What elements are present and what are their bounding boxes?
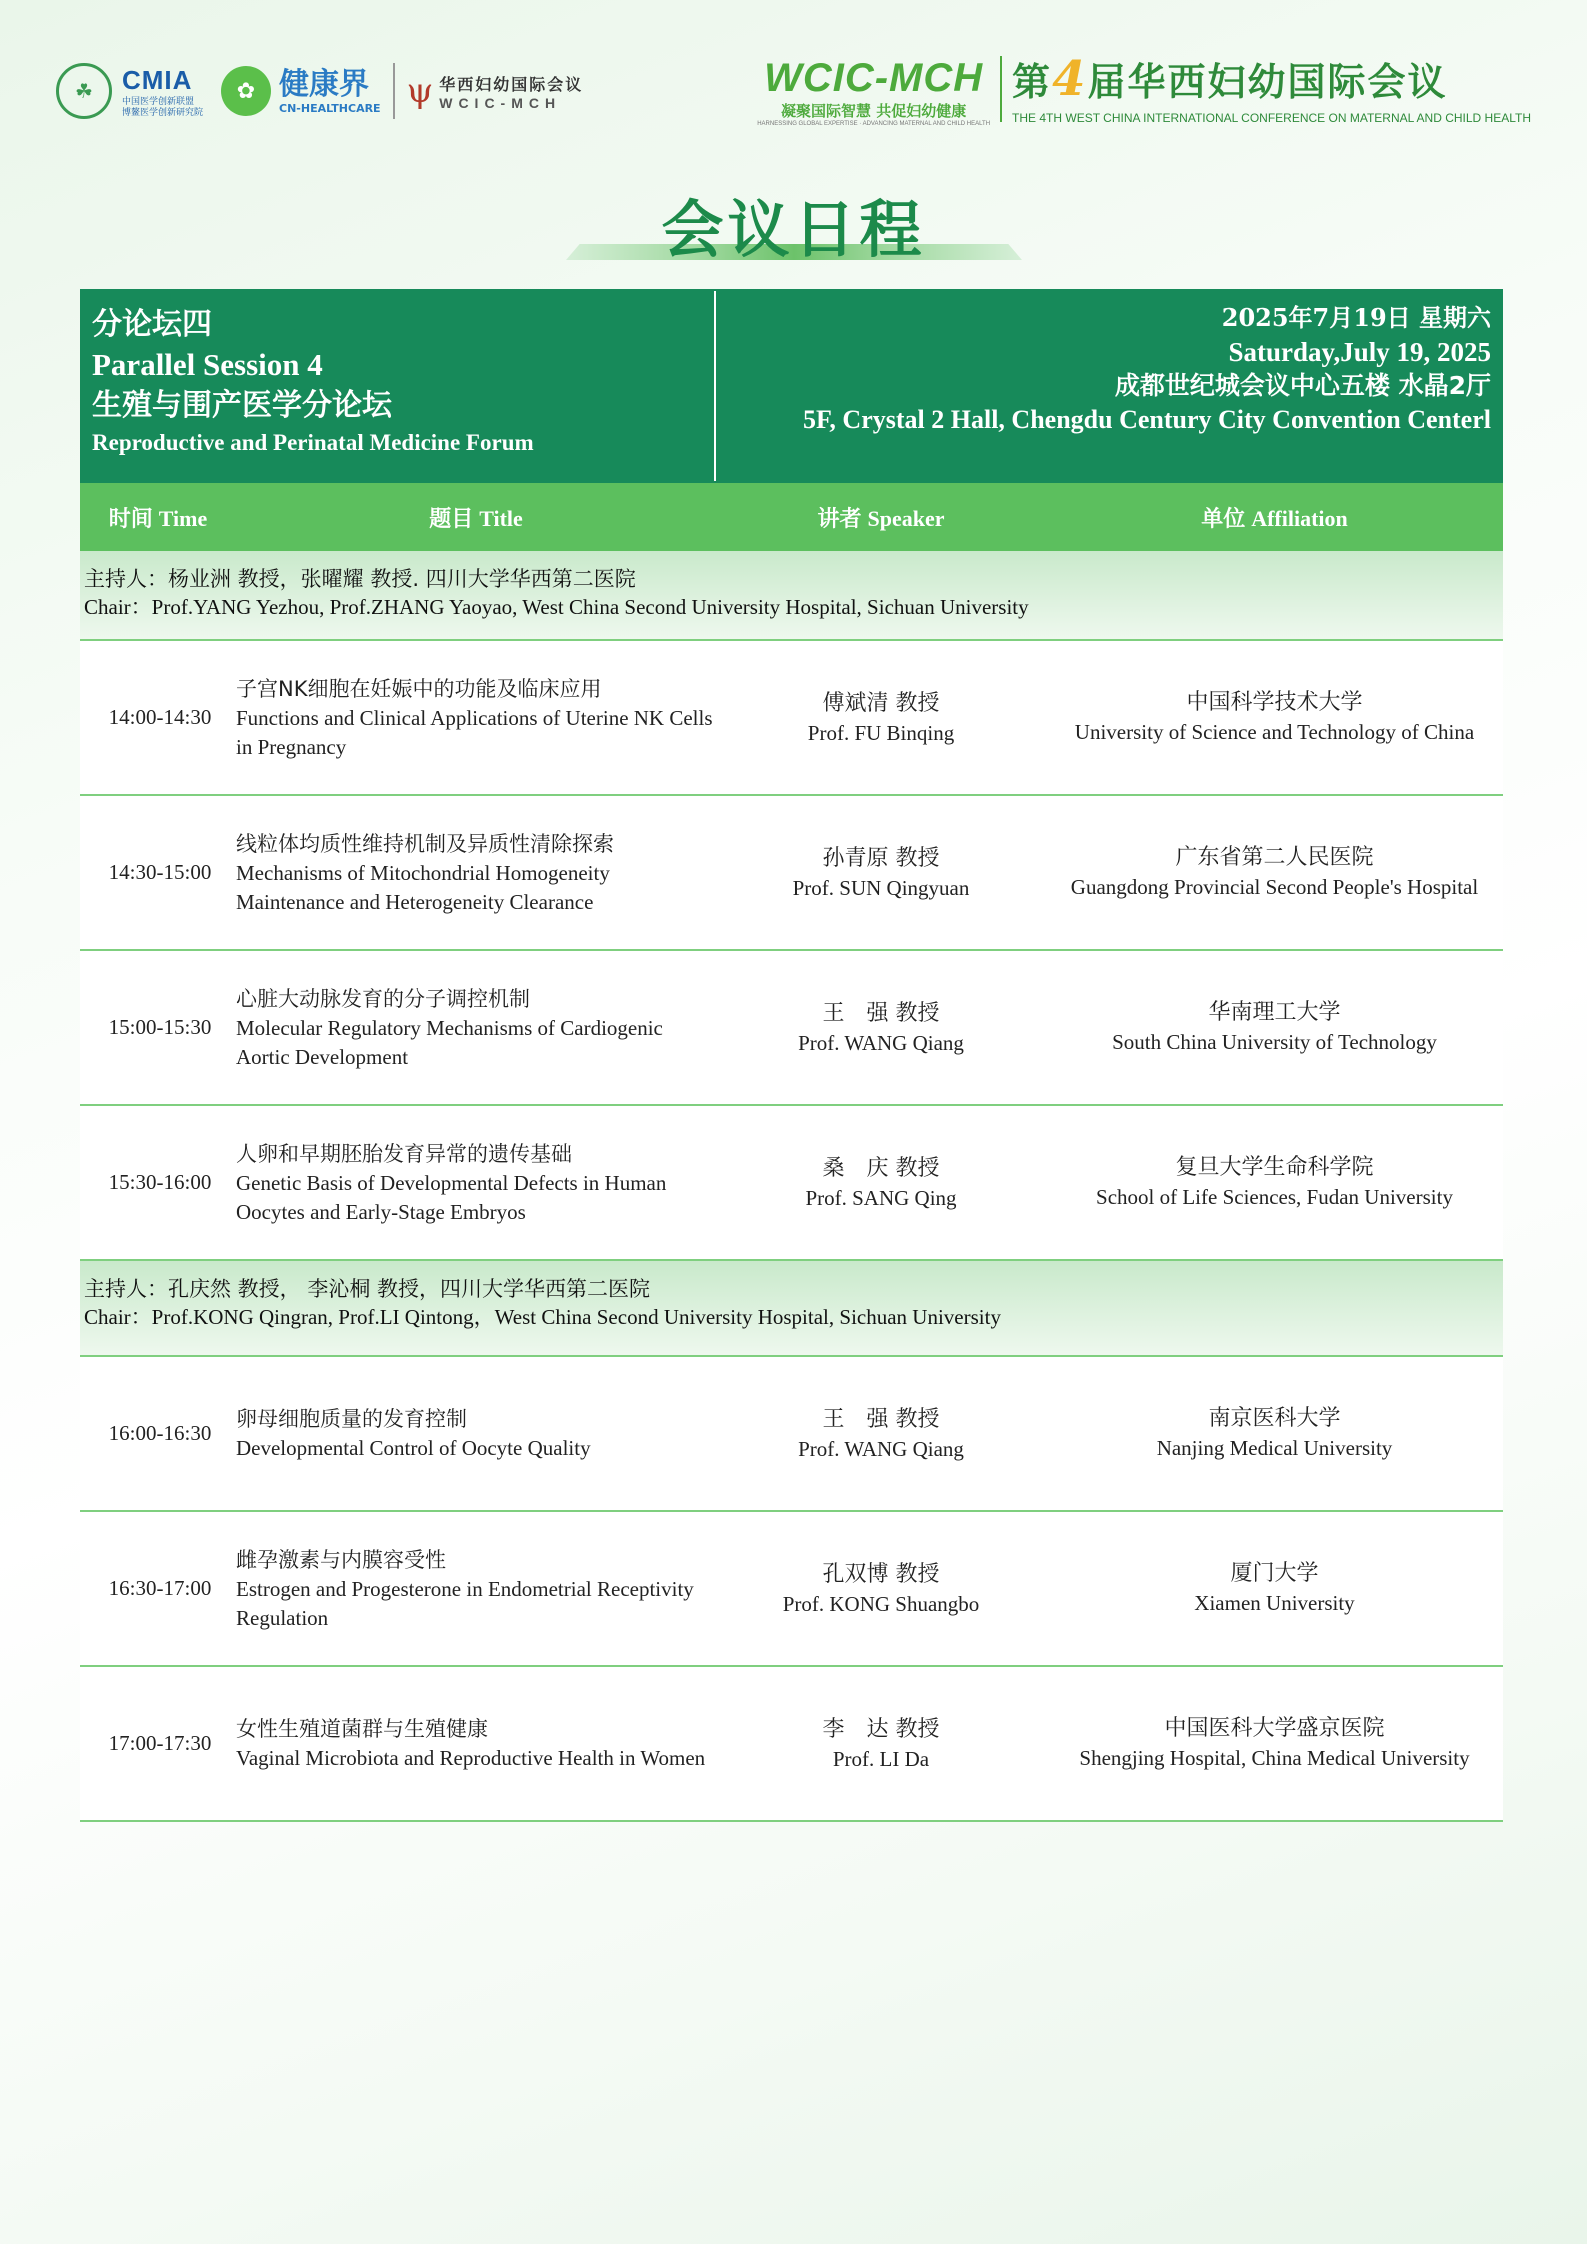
session-info-cell [716, 291, 1501, 481]
col-header-title: 题目 Title [429, 505, 523, 532]
session-header [80, 289, 1503, 483]
conference-title-cn: 第4届华西妇幼国际会议 [1012, 51, 1448, 107]
logo-divider [393, 63, 395, 119]
conference-title [1012, 51, 1531, 125]
talk-title: 人卵和早期胚胎发育异常的遗传基础 Genetic Basis of Developmental Defects in Human Oocytes and Early-Stage Embryos [236, 1141, 667, 1224]
forum-name-cn: 生殖与围产医学分论坛 [92, 388, 392, 423]
wcic-big-logo [757, 56, 990, 127]
table-row [80, 796, 1503, 951]
cmia-sub1: 中国医学创新联盟 [122, 95, 195, 106]
session-venue-cn: 成都世纪城会议中心五楼 水晶2厅 [1114, 371, 1491, 400]
talk-title: 子宫NK细胞在妊娠中的功能及临床应用 Functions and Clinical Applications of Uterine NK Cells in Pregnancy [236, 676, 713, 759]
talk-affiliation: 南京医科大学 Nanjing Medical University [1156, 1406, 1393, 1460]
chair-cn: 主持人：孔庆然 教授， 李沁桐 教授，四川大学华西第二医院 [84, 1277, 651, 1301]
talk-title: 雌孕激素与内膜容受性 Estrogen and Progesterone in Endometrial Receptivity Regulation [236, 1547, 694, 1630]
talk-speaker: 王 强 教授 Prof. WANG Qiang [798, 1406, 964, 1461]
talk-time: 16:00-16:30 [108, 1421, 212, 1445]
page-title-wrap [0, 180, 1587, 269]
chair-row [80, 1261, 1503, 1357]
partner-logos [56, 56, 583, 126]
talk-speaker: 傅斌清 教授 Prof. FU Binqing [807, 690, 955, 745]
wcic-slogan: 凝聚国际智慧 共促妇幼健康 [781, 102, 967, 120]
forum-name-en: Reproductive and Perinatal Medicine Forum [92, 430, 534, 455]
talk-time: 17:00-17:30 [108, 1731, 212, 1755]
chair-row [80, 551, 1503, 641]
page-title: 会议日程 [661, 193, 926, 266]
talk-affiliation: 厦门大学 Xiamen University [1194, 1561, 1355, 1615]
col-header-time: 时间 Time [108, 505, 208, 532]
talk-title: 线粒体均质性维持机制及异质性清除探索 Mechanisms of Mitochondrial Homogeneity Maintenance and Heterogeneity Clearance [236, 831, 614, 914]
table-row [80, 951, 1503, 1106]
cn-healthcare-sub: CN-HEALTHCARE [279, 101, 381, 115]
talk-time: 15:30-16:00 [108, 1170, 212, 1194]
conference-title-en: THE 4TH WEST CHINA INTERNATIONAL CONFERENCE ON MATERNAL AND CHILD HEALTH [1012, 111, 1531, 125]
cmia-seal-logo: ☘ [56, 63, 112, 119]
chair-en: Chair：Prof.YANG Yezhou, Prof.ZHANG Yaoyao, West China Second University Hospital, Sichuan University [84, 595, 1029, 619]
table-row [80, 1357, 1503, 1512]
cn-healthcare-logo-text [279, 68, 381, 115]
talk-speaker: 孙青原 教授 Prof. SUN Qingyuan [792, 845, 970, 900]
chair-cn: 主持人：杨业洲 教授，张曜耀 教授. 四川大学华西第二医院 [84, 567, 636, 591]
wcic-big-word: WCIC-MCH [764, 56, 984, 100]
talk-title: 卵母细胞质量的发育控制 Developmental Control of Oocyte Quality [236, 1407, 591, 1460]
cn-healthcare-logo-icon: ✿ [221, 66, 271, 116]
talk-title: 女性生殖道菌群与生殖健康 Vaginal Microbiota and Reproductive Health in Women [236, 1717, 706, 1770]
session-name-en: Parallel Session 4 [92, 347, 323, 382]
talk-speaker: 王 强 教授 Prof. WANG Qiang [798, 1000, 964, 1055]
session-date-cn: 2025年7月19日 星期六 [1221, 303, 1491, 332]
talk-time: 15:00-15:30 [108, 1015, 212, 1039]
schedule-table [80, 289, 1503, 1822]
table-row [80, 1667, 1503, 1822]
talk-affiliation: 华南理工大学 South China University of Technology [1112, 1000, 1437, 1054]
talk-speaker: 桑 庆 教授 Prof. SANG Qing [805, 1155, 957, 1210]
talk-affiliation: 复旦大学生命科学院 School of Life Sciences, Fudan University [1096, 1155, 1453, 1209]
talk-title: 心脏大动脉发育的分子调控机制 Molecular Regulatory Mechanisms of Cardiogenic Aortic Development [236, 986, 663, 1069]
table-row [80, 1512, 1503, 1667]
session-date-en: Saturday,July 19, 2025 [1228, 337, 1491, 367]
col-header-affiliation: 单位 Affiliation [1201, 505, 1348, 532]
page-header [56, 51, 1531, 136]
session-venue-en: 5F, Crystal 2 Hall, Chengdu Century City Convention Centerl [802, 405, 1491, 434]
talk-speaker: 孔双博 教授 Prof. KONG Shuangbo [782, 1561, 980, 1616]
wcic-small-cn: 华西妇幼国际会议 [439, 74, 584, 94]
talk-affiliation: 中国科学技术大学 University of Science and Technology of China [1074, 690, 1475, 744]
session-name-cn: 分论坛四 [92, 307, 212, 342]
table-row [80, 1106, 1503, 1261]
wcic-mark-icon: ψ [406, 71, 434, 111]
talk-time: 14:30-15:00 [108, 860, 212, 884]
talk-speaker: 李 达 教授 Prof. LI Da [822, 1716, 940, 1771]
talk-affiliation: 中国医科大学盛京医院 Shengjing Hospital, China Medical University [1079, 1716, 1470, 1770]
conference-logo [757, 51, 1531, 127]
column-headers [80, 483, 1503, 551]
conference-logo-divider [1000, 56, 1002, 122]
table-row [80, 641, 1503, 796]
talk-time: 14:00-14:30 [108, 705, 212, 729]
chair-en: Chair：Prof.KONG Qingran, Prof.LI Qintong，West China Second University Hospital, Sichuan University [84, 1305, 1001, 1329]
talk-affiliation: 广东省第二人民医院 Guangdong Provincial Second People's Hospital [1070, 845, 1479, 899]
session-name-cell [82, 291, 716, 481]
wcic-small-en: WCIC-MCH [439, 94, 562, 111]
cmia-logo-text [122, 65, 203, 118]
cmia-sub2: 博鳌医学创新研究院 [122, 106, 204, 117]
talk-time: 16:30-17:00 [108, 1576, 212, 1600]
wcic-small-logo [407, 71, 584, 111]
wcic-tagline: HARNESSING GLOBAL EXPERTISE · ADVANCING MATERNAL AND CHILD HEALTH [757, 121, 991, 127]
col-header-speaker: 讲者 Speaker [817, 505, 945, 532]
cn-healthcare-name: 健康界 [279, 66, 370, 102]
cmia-name: CMIA [122, 64, 193, 95]
